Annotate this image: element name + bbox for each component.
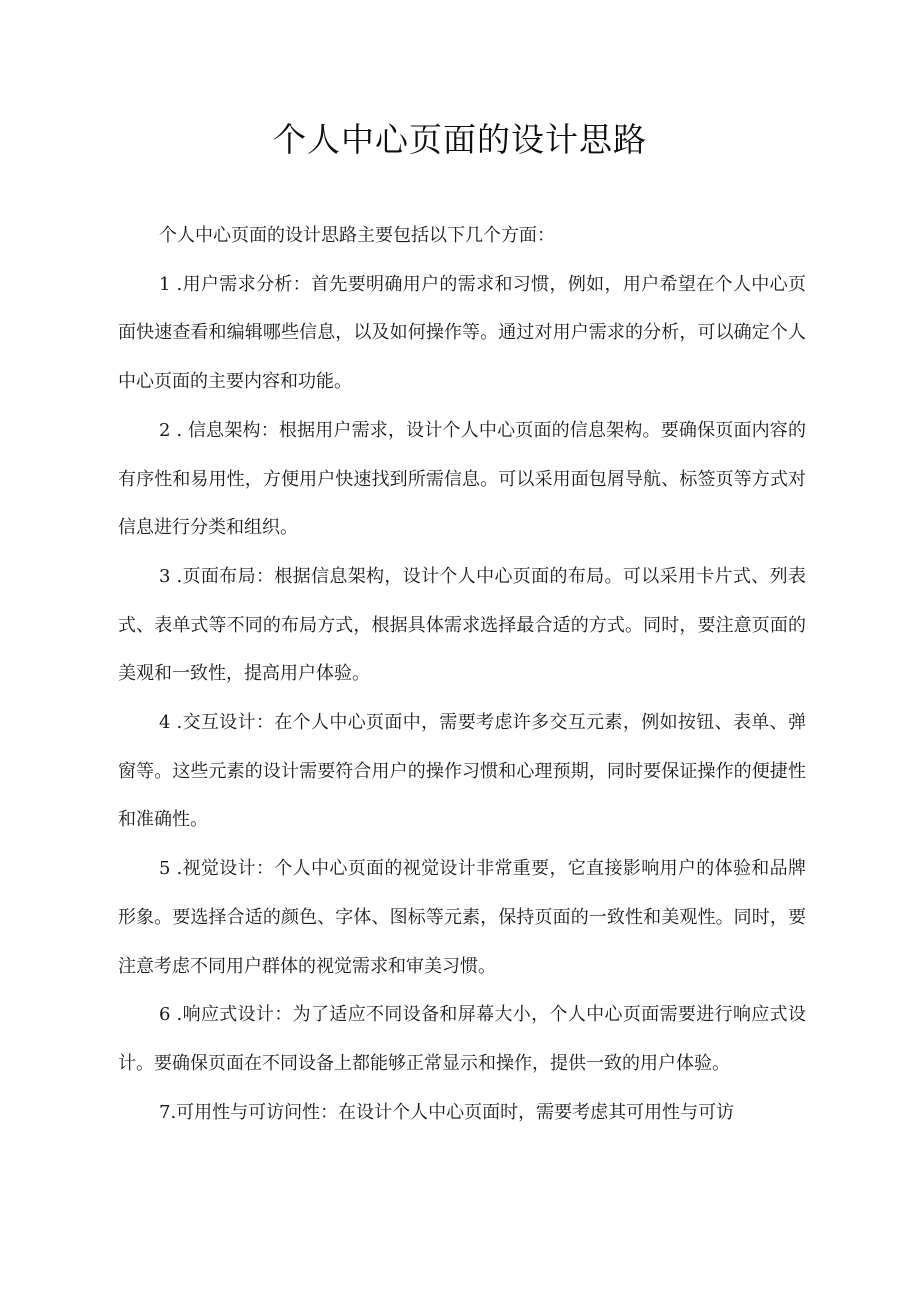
- intro-paragraph: 个人中心页面的设计思路主要包括以下几个方面：: [159, 225, 555, 246]
- paragraph-user-needs: 1 .用户需求分析：首先要明确用户的需求和习惯，例如，用户希望在个人中心页面快速查看和编辑哪些信息，以及如何操作等。通过对用户需求的分析，可以确定个人中心页面的主要内容和功能。: [118, 273, 806, 393]
- paragraph-info-architecture: 2 . 信息架构：根据用户需求，设计个人中心页面的信息架构。要确保页面内容的有序性和易用性，方便用户快速找到所需信息。可以采用面包屑导航、标签页等方式对信息进行分类和组织。: [118, 419, 806, 539]
- document-body: [118, 212, 806, 1137]
- paragraph-interaction-design: 4 .交互设计：在个人中心页面中，需要考虑许多交互元素，例如按钮、表单、弹窗等。这些元素的设计需要符合用户的操作习惯和心理预期，同时要保证操作的便捷性和准确性。: [118, 712, 806, 831]
- page-title: 个人中心页面的设计思路: [273, 120, 647, 159]
- paragraph-page-layout: 3 .页面布局：根据信息架构，设计个人中心页面的布局。可以采用卡片式、列表式、表单式等不同的布局方式，根据具体需求选择最合适的方式。同时，要注意页面的美观和一致性，提高用户体验。: [118, 565, 806, 685]
- paragraph-usability-accessibility: 7.可用性与可访问性：在设计个人中心页面时，需要考虑其可用性与可访: [159, 1101, 735, 1123]
- paragraph-visual-design: 5 .视觉设计：个人中心页面的视觉设计非常重要，它直接影响用户的体验和品牌形象。要选择合适的颜色、字体、图标等元素，保持页面的一致性和美观性。同时，要注意考虑不同用户群体的视觉需求和审美习惯。: [118, 858, 806, 977]
- paragraph-responsive-design: 6 .响应式设计：为了适应不同设备和屏幕大小，个人中心页面需要进行响应式设计。要确保页面在不同设备上都能够正常显示和操作，提供一致的用户体验。: [118, 1004, 806, 1074]
